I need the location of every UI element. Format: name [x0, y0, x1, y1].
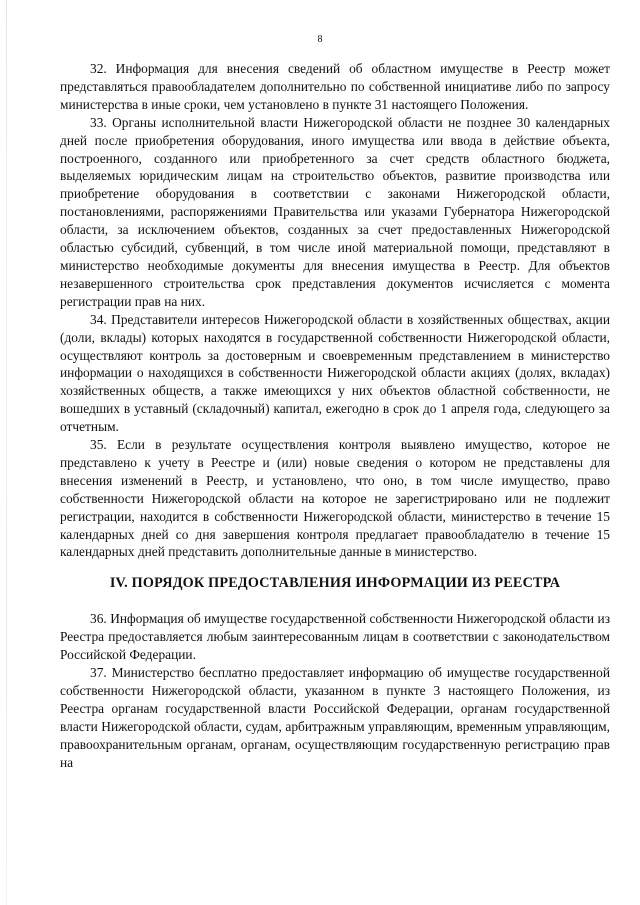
document-body	[60, 60, 610, 771]
paragraph-36: 36. Информация об имуществе государственной собственности Нижегородской области из Реестра предоставляется любым заинтересованным лицам в соответствии с законодательством Российской Федерации.	[60, 611, 610, 663]
page-number: 8	[317, 34, 323, 45]
paragraph-34: 34. Представители интересов Нижегородской области в хозяйственных обществах, акции (доли, вклады) которых находятся в государственной собственности Нижегородской области, осуществляют контроль за достоверным и своевременным представлением в министерство информации о находящихся в собственности Нижегородской области акциях (долях, вкладах) хозяйственных обществ, а также имеющихся у них объектов областной собственности, не вошедших в уставный (складочный) капитал, ежегодно в срок до 1 апреля года, следующего за отчетным.	[60, 311, 610, 435]
paragraph-37: 37. Министерство бесплатно предоставляет информацию об имуществе государственной собственности Нижегородской области, указанном в пункте 3 настоящего Положения, из Реестра органам государственной власти Российской Федерации, органам государственной власти Нижегородской области, судам, арбитражным управляющим, временным управляющим, правоохранительным органам, органам, осуществляющим государственную регистрацию прав на	[60, 665, 610, 770]
section-heading: IV. ПОРЯДОК ПРЕДОСТАВЛЕНИЯ ИНФОРМАЦИИ ИЗ РЕЕСТРА	[109, 575, 561, 592]
paragraph-33: 33. Органы исполнительной власти Нижегородской области не позднее 30 календарных дней после приобретения оборудования, иного имущества или ввода в действие объекта, построенного, созданного или приобретенного за счет средств областного бюджета, выделяемых юридическим лицам на строительство объектов, развитие производства или приобретение оборудования в соответствии с законами Нижегородской области, постановлениями, распоряжениями Правительства или указами Губернатора Нижегородской области, за исключением объектов, созданных за счет предоставленных Нижегородской областью субсидий, субвенций, в том числе иной материальной помощи, представляют в министерство необходимые документы для внесения имущества в Реестр. Для объектов незавершенного строительства срок представления документов исчисляется с момента регистрации прав на них.	[60, 114, 610, 309]
paragraph-35: 35. Если в результате осуществления контроля выявлено имущество, которое не представлено к учету в Реестре и (или) новые сведения о котором не представлены для внесения изменений в Реестр, и установлено, что оно, в том числе имущество, право собственности Нижегородской области на которое не зарегистрировано или не подлежит регистрации, находится в собственности Нижегородской области, министерство в течение 15 календарных дней со дня завершения контроля предлагает правообладателю в течение 15 календарных дней представить дополнительные данные в министерство.	[60, 437, 610, 560]
paragraph-32: 32. Информация для внесения сведений об областном имуществе в Реестр может представляться правообладателем дополнительно по собственной инициативе либо по запросу министерства в иные сроки, чем установлено в пункте 31 настоящего Положения.	[60, 61, 610, 112]
scan-edge-line	[6, 0, 7, 905]
